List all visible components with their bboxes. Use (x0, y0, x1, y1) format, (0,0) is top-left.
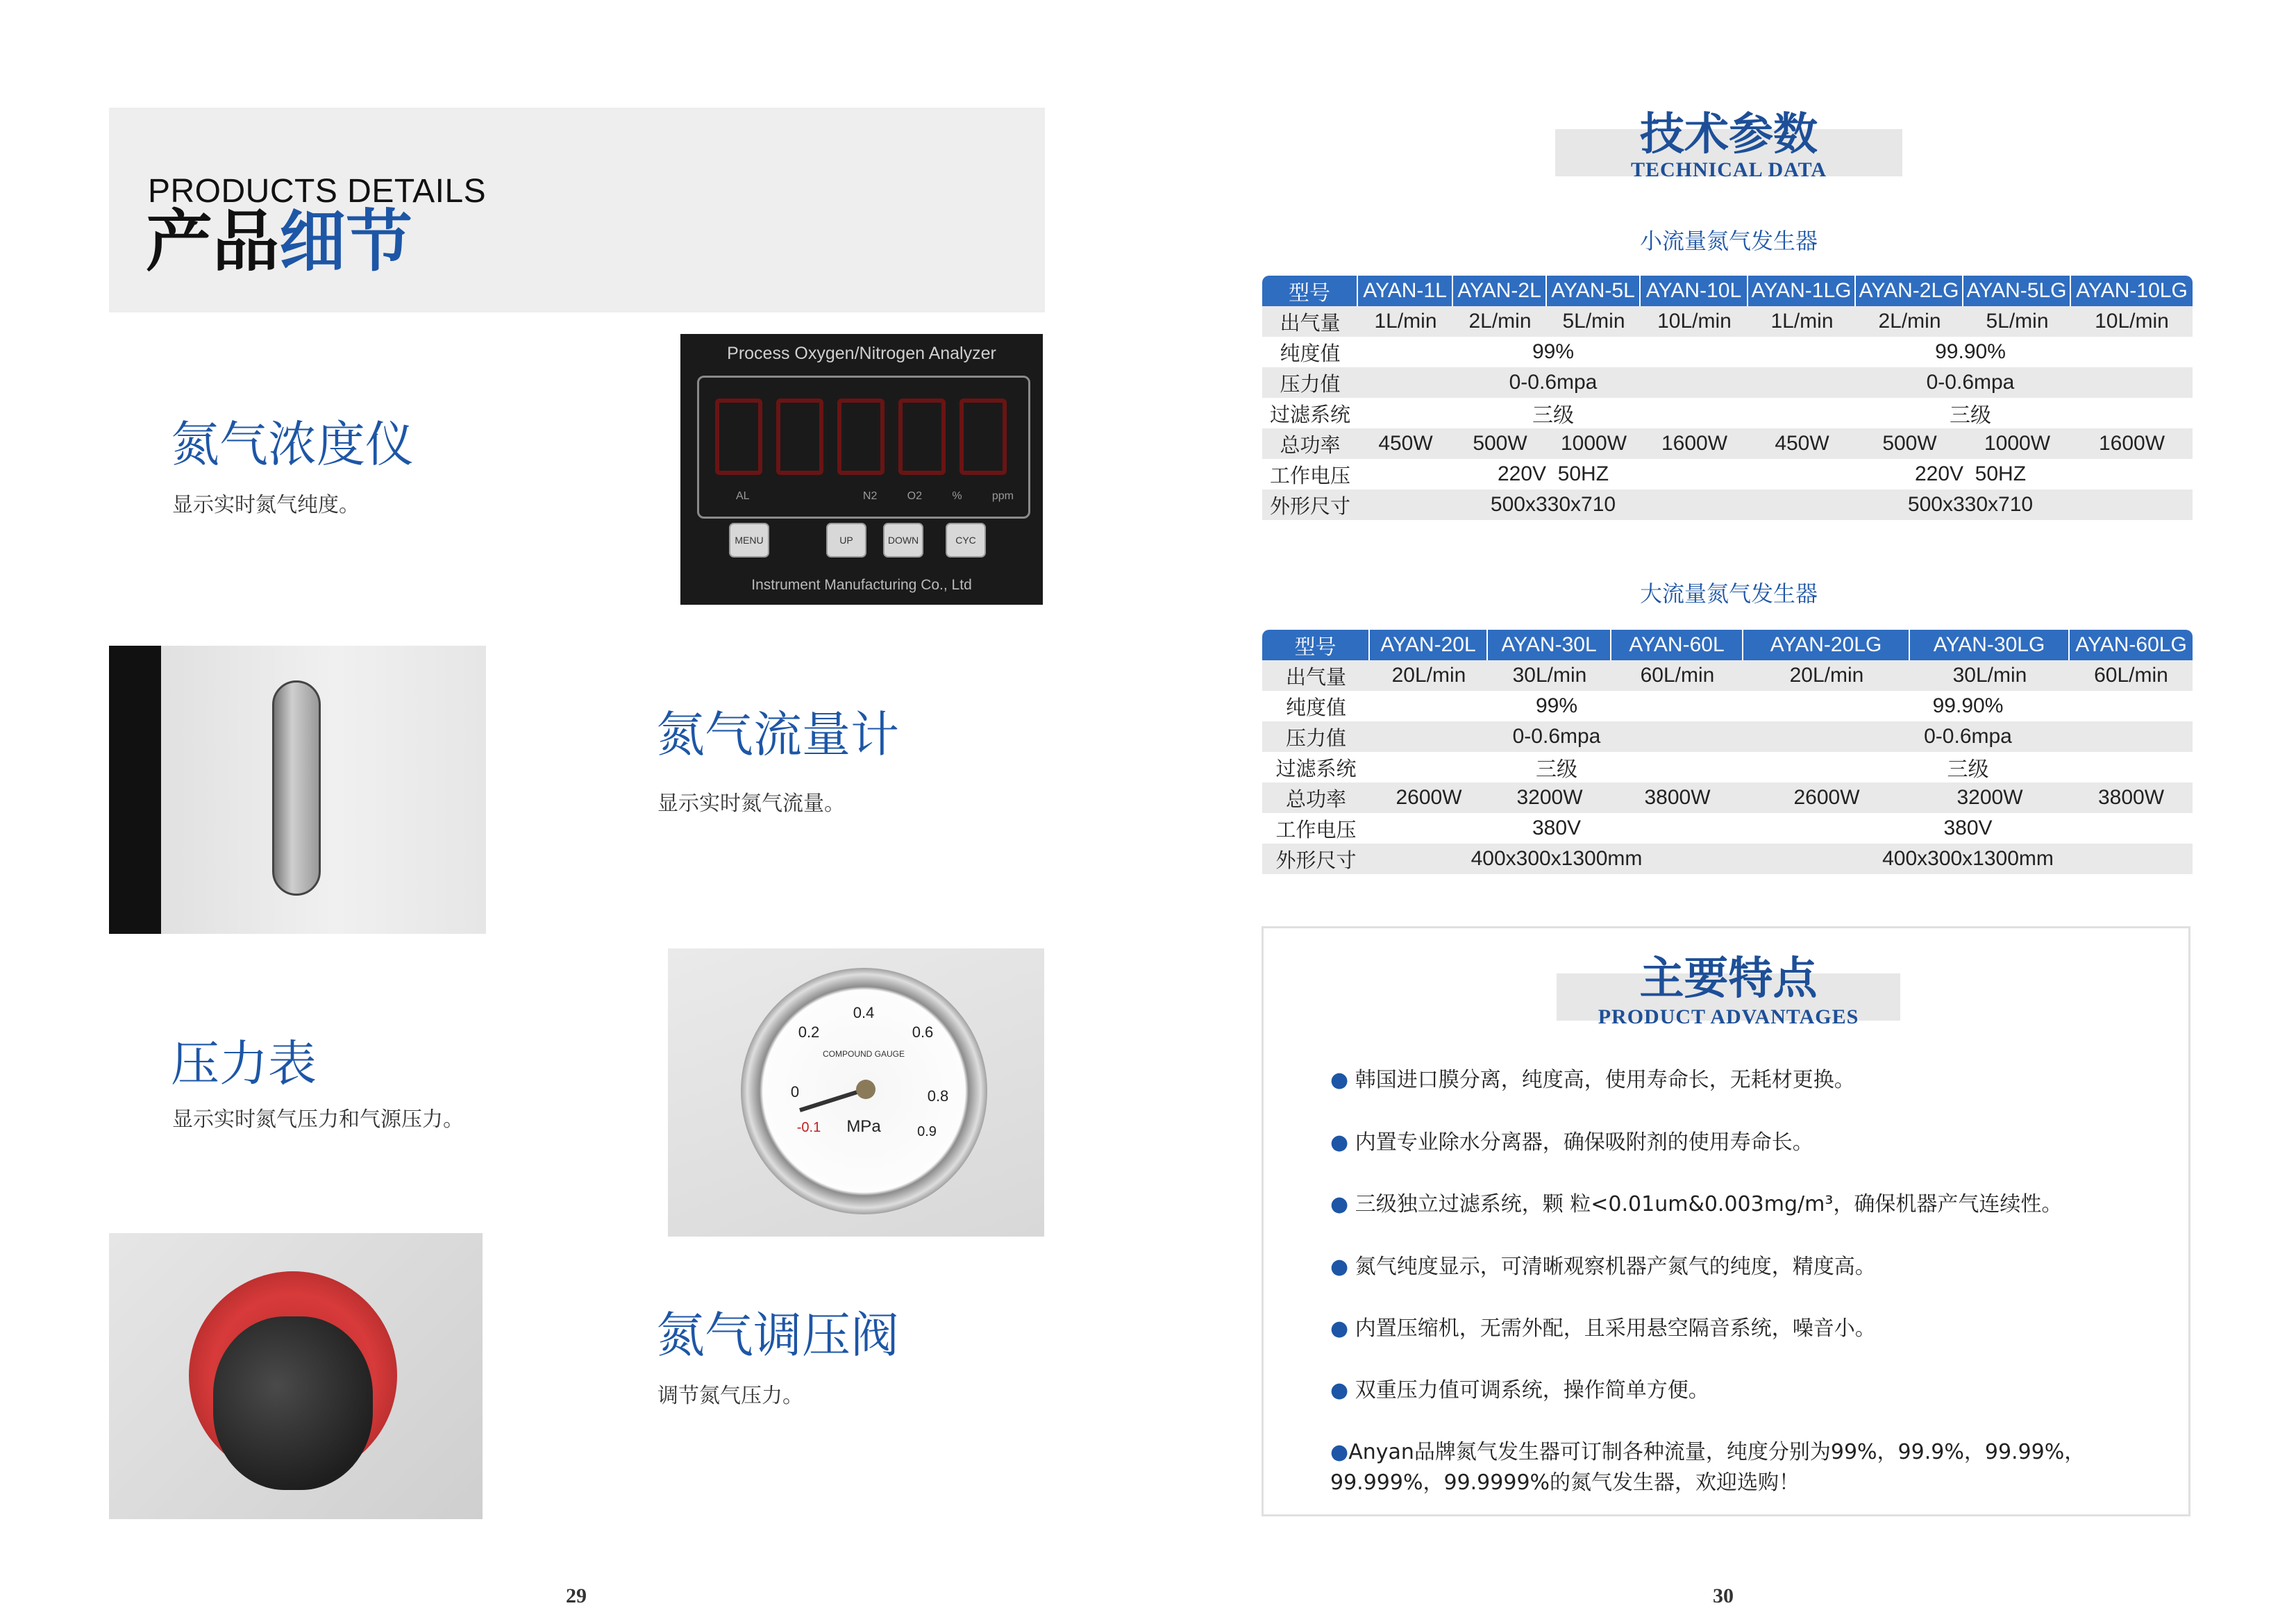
table-cell: 三级 (1947, 758, 1989, 781)
small-flow-table-title: 小流量氮气发生器 (1639, 228, 1818, 254)
table-cell: 0-0.6mpa (1358, 367, 1748, 398)
model-cell: AYAN-5L (1547, 276, 1641, 306)
tech-section-cn-title: 技术参数 (1640, 108, 1818, 160)
bullet-icon: ● (1330, 1316, 1349, 1341)
table-cell: 380V (1943, 817, 1993, 839)
model-cell: AYAN-2L (1453, 276, 1547, 306)
advantage-item (1330, 1249, 1876, 1280)
model-cell: AYAN-1LG (1748, 276, 1856, 306)
advantage-text: 内置压缩机，无需外配，且采用悬空隔音系统，噪音小。 (1355, 1316, 1876, 1341)
analyzer-photo (680, 334, 1043, 605)
digit-segment (898, 399, 946, 475)
model-cell: AYAN-5LG (1963, 276, 2071, 306)
table-row (1262, 489, 2193, 520)
analyzer-buttons (729, 523, 1007, 558)
table-cell: 1000W (1547, 428, 1641, 459)
table-cell: 1600W (2071, 428, 2193, 459)
feature-desc-valve: 调节氮气压力。 (657, 1384, 803, 1408)
advantage-item-last (1330, 1434, 2085, 1465)
table-row (1262, 660, 2193, 691)
table-cell: 1L/min (1748, 306, 1856, 337)
analyzer-down-button: DOWN (883, 523, 923, 558)
row-label: 纯度值 (1285, 695, 1346, 719)
analyzer-digits (708, 390, 1014, 483)
model-cell: AYAN-30LG (1910, 630, 2070, 660)
table-row (1262, 813, 2193, 844)
products-details-title: PRODUCTS DETAILS (148, 173, 487, 210)
table-row (1262, 844, 2193, 874)
feature-title-flowmeter: 氮气流量计 (656, 706, 899, 763)
indicator-n2: N2 (862, 490, 878, 502)
table-cell: 三级 (1536, 758, 1577, 781)
gauge-unit-label: MPa (846, 1117, 881, 1136)
table-cell: 220V 50HZ (1914, 462, 2027, 485)
table-row (1262, 782, 2193, 813)
table-cell: 三级 (1950, 404, 1991, 427)
table-cell: 500W (1856, 428, 1963, 459)
gauge-face-svg (741, 968, 987, 1214)
table-row (1262, 721, 2193, 752)
table-cell: 500x330x710 (1748, 489, 2193, 520)
row-label: 工作电压 (1275, 817, 1357, 842)
advantage-item (1330, 1311, 1876, 1341)
pressure-gauge-photo (668, 948, 1044, 1237)
page-number-right: 30 (1713, 1584, 1734, 1607)
row-label: 过滤系统 (1275, 756, 1357, 780)
cn-title-black: 产品 (146, 203, 279, 281)
table-row (1262, 691, 2193, 721)
advantages-cn-title: 主要特点 (1639, 953, 1818, 1005)
gauge-tick-label: -0.1 (796, 1120, 821, 1135)
gauge-tick-label: 0.2 (798, 1023, 820, 1041)
bullet-icon: ● (1330, 1130, 1349, 1155)
model-cell: AYAN-10L (1641, 276, 1748, 306)
header-label: 型号 (1262, 630, 1370, 660)
model-cell: AYAN-20L (1370, 630, 1488, 660)
table-cell: 400x300x1300mm (1743, 844, 2193, 874)
table-row (1262, 752, 2193, 782)
feature-title-analyzer: 氮气浓度仪 (171, 416, 414, 473)
gauge-tick-label: 0.9 (917, 1124, 937, 1139)
table-cell: 5L/min (1963, 306, 2071, 337)
tech-section-en-title: TECHNICAL DATA (1630, 158, 1827, 181)
advantages-en-title: PRODUCT ADVANTAGES (1598, 1005, 1859, 1028)
feature-desc-flowmeter: 显示实时氮气流量。 (657, 792, 845, 816)
products-details-cn-title (146, 203, 412, 281)
table-cell: 10L/min (1641, 306, 1748, 337)
page-number-left: 29 (566, 1584, 587, 1607)
row-label: 总功率 (1262, 782, 1370, 813)
row-label: 纯度值 (1280, 341, 1341, 365)
table-cell: 2L/min (1453, 306, 1547, 337)
table-cell: 0-0.6mpa (1370, 721, 1743, 752)
advantage-text: 内置专业除水分离器，确保吸附剂的使用寿命长。 (1355, 1130, 1813, 1155)
small-flow-spec-table (1262, 276, 2193, 520)
header-label: 型号 (1262, 276, 1358, 306)
gauge-needle (800, 1089, 866, 1110)
digit-segment (776, 399, 823, 475)
bullet-icon: ● (1330, 1440, 1349, 1464)
table-cell: 500W (1453, 428, 1547, 459)
advantage-item (1330, 1373, 1709, 1403)
table-cell: 3200W (1910, 782, 2070, 813)
advantage-text: 氮气纯度显示，可清晰观察机器产氮气的纯度，精度高。 (1355, 1255, 1876, 1279)
gauge-tick-label: 0.6 (912, 1023, 934, 1041)
table-cell: 99% (1535, 694, 1578, 717)
feature-desc-gauge: 显示实时氮气压力和气源压力。 (172, 1107, 464, 1132)
table-cell: 30L/min (1488, 660, 1611, 691)
analyzer-title: Process Oxygen/Nitrogen Analyzer (727, 344, 996, 363)
advantage-text: 三级独立过滤系统，颗 粒<0.01um&0.003mg/m³，确保机器产气连续性。 (1355, 1192, 2063, 1216)
table-row (1262, 428, 2193, 459)
advantage-item (1330, 1125, 1813, 1155)
feature-desc-analyzer: 显示实时氮气纯度。 (172, 493, 360, 517)
table-cell: 2L/min (1856, 306, 1963, 337)
table-cell: 99.90% (1932, 694, 2004, 717)
table-cell: 30L/min (1910, 660, 2070, 691)
model-cell: AYAN-60LG (2070, 630, 2193, 660)
row-label: 压力值 (1262, 367, 1358, 398)
analyzer-indicator-labels (736, 490, 1014, 507)
row-label: 总功率 (1262, 428, 1358, 459)
bullet-icon: ● (1330, 1192, 1349, 1216)
table-cell: 1600W (1641, 428, 1748, 459)
indicator-ppm: ppm (991, 490, 1014, 502)
cn-title-blue: 细节 (279, 203, 412, 281)
flowmeter-frame-edge (109, 646, 161, 934)
analyzer-menu-button: MENU (729, 523, 769, 558)
table-row (1262, 306, 2193, 337)
table-cell: 20L/min (1743, 660, 1910, 691)
table-cell: 三级 (1532, 404, 1574, 427)
gauge-tick-label: 0 (790, 1083, 800, 1100)
indicator-o2: O2 (907, 490, 922, 502)
table-cell: 10L/min (2071, 306, 2193, 337)
table-cell: 380V (1532, 817, 1582, 839)
model-cell: AYAN-30L (1488, 630, 1611, 660)
row-label: 外形尺寸 (1262, 844, 1370, 874)
valve-knob (213, 1316, 373, 1490)
table-row (1262, 398, 2193, 428)
bullet-icon: ● (1330, 1378, 1349, 1403)
table-row (1262, 337, 2193, 367)
table-header-row (1262, 630, 2193, 660)
table-cell: 20L/min (1370, 660, 1488, 691)
table-cell: 3800W (1611, 782, 1743, 813)
gauge-needle-hub (856, 1080, 875, 1099)
advantage-item (1330, 1062, 1855, 1093)
table-cell: 60L/min (1611, 660, 1743, 691)
table-cell: 99.90% (1935, 340, 2006, 363)
indicator-al: AL (736, 490, 750, 502)
advantage-item (1330, 1187, 2062, 1217)
table-cell: 220V 50HZ (1497, 462, 1609, 485)
row-label: 工作电压 (1269, 463, 1350, 487)
large-flow-table-title: 大流量氮气发生器 (1639, 580, 1818, 607)
table-cell: 3200W (1488, 782, 1611, 813)
table-cell: 400x300x1300mm (1370, 844, 1743, 874)
feature-title-valve: 氮气调压阀 (656, 1307, 899, 1364)
model-cell: AYAN-20LG (1743, 630, 1910, 660)
bullet-icon: ● (1330, 1068, 1349, 1092)
table-cell: 5L/min (1547, 306, 1641, 337)
model-cell: AYAN-2LG (1856, 276, 1963, 306)
large-flow-spec-table (1262, 630, 2193, 874)
row-label: 过滤系统 (1269, 402, 1350, 426)
table-row (1262, 367, 2193, 398)
table-cell: 2600W (1743, 782, 1910, 813)
row-label: 出气量 (1262, 660, 1370, 691)
table-cell: 1L/min (1358, 306, 1453, 337)
indicator-percent: % (952, 490, 962, 502)
table-cell: 0-0.6mpa (1743, 721, 2193, 752)
bullet-icon: ● (1330, 1255, 1349, 1279)
table-row (1262, 459, 2193, 489)
model-cell: AYAN-1L (1358, 276, 1453, 306)
feature-title-gauge: 压力表 (171, 1035, 317, 1092)
gauge-type-label: COMPOUND GAUGE (822, 1049, 905, 1059)
analyzer-cyc-button: CYC (946, 523, 986, 558)
row-label: 压力值 (1262, 721, 1370, 752)
model-cell: AYAN-10LG (2071, 276, 2193, 306)
analyzer-footer: Instrument Manufacturing Co., Ltd (751, 577, 972, 593)
table-cell: 60L/min (2070, 660, 2193, 691)
row-label: 外形尺寸 (1262, 489, 1358, 520)
digit-segment (715, 399, 762, 475)
pressure-valve-photo (109, 1233, 483, 1519)
table-cell: 500x330x710 (1358, 489, 1748, 520)
advantage-text: Anyan品牌氮气发生器可订制各种流量，纯度分别为99%，99.9%，99.99%， (1348, 1440, 2086, 1464)
table-cell: 2600W (1370, 782, 1488, 813)
table-cell: 99% (1532, 340, 1575, 363)
table-cell: 3800W (2070, 782, 2193, 813)
flowmeter-tube (272, 680, 321, 896)
table-cell: 1000W (1963, 428, 2071, 459)
analyzer-up-button: UP (826, 523, 866, 558)
advantage-item-last-cont: 99.999%，99.9999%的氮气发生器，欢迎选购！ (1330, 1471, 1800, 1495)
advantage-text: 双重压力值可调系统，操作简单方便。 (1355, 1378, 1709, 1403)
flowmeter-photo (109, 646, 486, 934)
advantage-text: 韩国进口膜分离，纯度高，使用寿命长，无耗材更换。 (1355, 1068, 1855, 1092)
gauge-tick-label: 0.8 (927, 1087, 949, 1105)
table-header-row (1262, 276, 2193, 306)
row-label: 出气量 (1262, 306, 1358, 337)
digit-segment (837, 399, 885, 475)
table-cell: 450W (1358, 428, 1453, 459)
table-cell: 450W (1748, 428, 1856, 459)
table-cell: 0-0.6mpa (1748, 367, 2193, 398)
model-cell: AYAN-60L (1611, 630, 1743, 660)
gauge-tick-label: 0.4 (853, 1004, 875, 1021)
digit-segment (960, 399, 1007, 475)
